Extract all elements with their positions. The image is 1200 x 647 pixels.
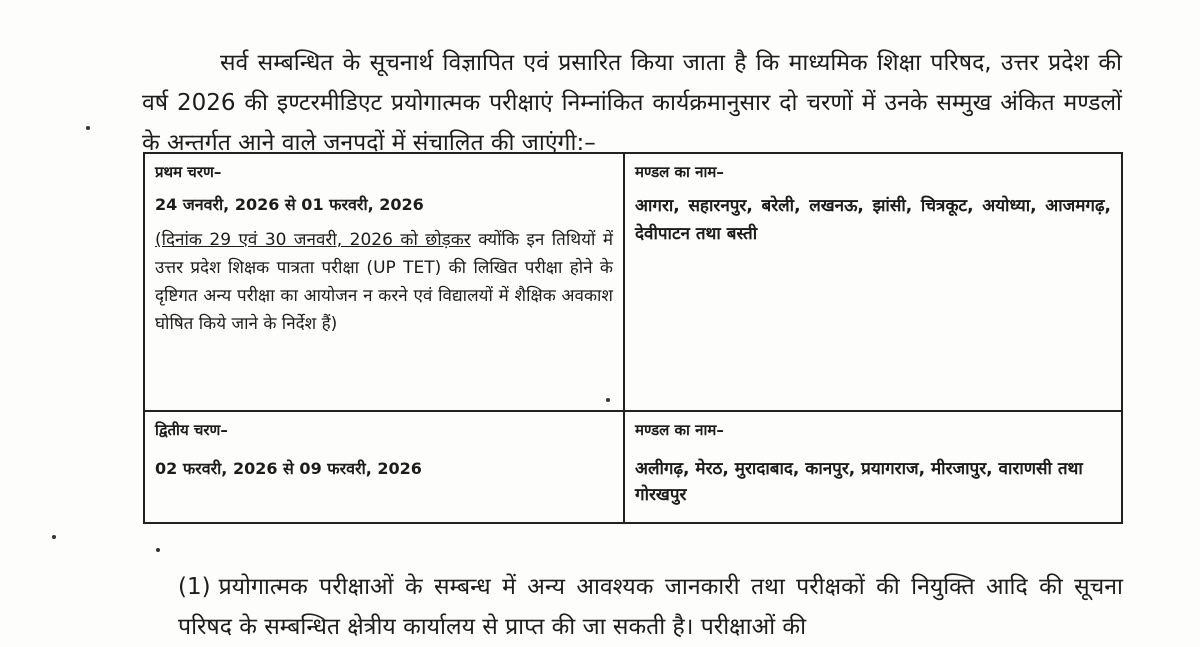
scan-speck [606, 398, 610, 402]
footer-paragraph [178, 567, 1123, 647]
phase1-mandals: आगरा, सहारनपुर, बरेली, लखनऊ, झांसी, चित्रकूट, अयोध्या, आजमगढ़, देवीपाटन तथा बस्ती [635, 196, 1111, 244]
scan-speck [156, 548, 160, 552]
footer-number: (1) [178, 574, 211, 600]
phase2-mandal-cell [624, 411, 1122, 523]
phase2-dates: 02 फरवरी, 2026 से 09 फरवरी, 2026 [155, 459, 422, 478]
phase2-cell [144, 411, 624, 523]
table-row [144, 153, 1122, 411]
phase1-heading: प्रथम चरण– [155, 163, 222, 181]
phase1-note-rest: क्योंकि इन तिथियों में उत्तर प्रदेश शिक्षक पात्रता परीक्षा (UP TET) की लिखित परीक्षा होने के दृष्टिगत अन्य परीक्षा का आयोजन न करने एवं विद्यालयों में शैक्षिक अवकाश घोषित किये जाने के निर्देश हैं) [155, 230, 613, 334]
intro-paragraph [142, 43, 1122, 163]
scan-speck [52, 535, 56, 539]
footer-text: प्रयोगात्मक परीक्षाओं के सम्बन्ध में अन्य आवश्यक जानकारी तथा परीक्षकों की नियुक्ति आदि की सूचना परिषद के सम्बन्धित क्षेत्रीय कार्यालय से प्राप्त की जा सकती है। परीक्षाओं की [178, 574, 1123, 640]
phase2-mandals: अलीगढ़, मेरठ, मुरादाबाद, कानपुर, प्रयागराज, मीरजापुर, वाराणसी तथा गोरखपुर [635, 459, 1083, 505]
phase2-mandal-heading: मण्डल का नाम– [635, 421, 724, 439]
phase2-heading: द्वितीय चरण– [155, 421, 228, 439]
phase1-dates: 24 जनवरी, 2026 से 01 फरवरी, 2026 [155, 195, 424, 214]
phase1-mandal-heading: मण्डल का नाम– [635, 163, 724, 181]
table-row [144, 411, 1122, 523]
phase1-mandal-cell [624, 153, 1122, 411]
phase1-note-underlined: (दिनांक 29 एवं 30 जनवरी, 2026 को छोड़कर [155, 230, 471, 250]
phase1-note [155, 226, 613, 338]
phase1-cell [144, 153, 624, 411]
intro-text: सर्व सम्बन्धित के सूचनार्थ विज्ञापित एवं प्रसारित किया जाता है कि माध्यमिक शिक्षा परिषद, उत्तर प्रदेश की वर्ष 2026 की इण्टरमीडिएट प्रयोगात्मक परीक्षाएं निम्नांकित कार्यक्रमानुसार दो चरणों में उनके सम्मुख अंकित मण्डलों के अन्तर्गत आने वाले जनपदों में संचालित की जाएंगी:– [142, 50, 1122, 156]
schedule-table [143, 152, 1123, 524]
scan-speck [86, 126, 90, 130]
